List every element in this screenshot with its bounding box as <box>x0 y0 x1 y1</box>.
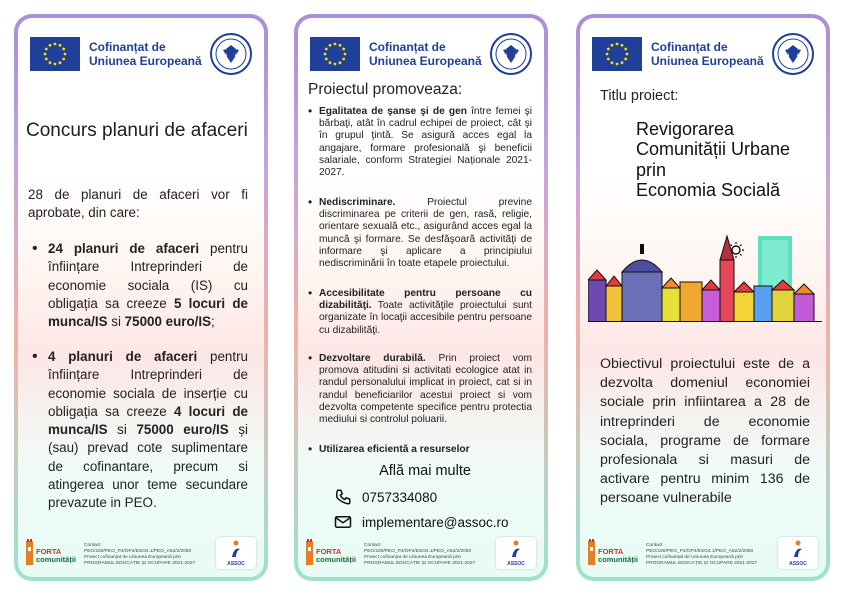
footer-contact-line: Proiect cofinanțat de Uniunea Europeană prin <box>84 555 182 560</box>
project-title <box>636 119 790 200</box>
phone-number: 0757334080 <box>362 489 438 505</box>
text-24-plans-b: si <box>107 314 125 330</box>
header-logos <box>592 34 814 74</box>
project-title-line: Economia Socială <box>636 179 781 200</box>
list-item-accessibility <box>308 288 532 337</box>
text-4-plans-a: pentru înființare Intreprinderi de economie sociala de inserție cu obligația sa creeze <box>48 349 248 419</box>
assoc-logo <box>496 537 536 569</box>
text-4-plans-b: si <box>107 422 137 438</box>
forta-name <box>598 548 638 564</box>
text-accessibility: Toate activităţile proiectului sunt organizate în locaţii accesibile pentru persoane cu dizabilităţi. <box>319 300 532 336</box>
page-title: Concurs planuri de afaceri <box>26 120 248 141</box>
bold-75000-a: 75000 euro/IS <box>124 314 212 330</box>
assoc-figure-icon <box>216 537 256 561</box>
assoc-label: ASSOC <box>227 561 245 567</box>
forta-name <box>36 548 76 564</box>
footer-contact <box>364 543 494 567</box>
footer-contact-line: Contact <box>646 543 663 548</box>
footer-contact-line: PROGRAMUL EDUCAȚIE ȘI OCUPARE 2021-2027 <box>84 561 196 566</box>
header-logos <box>30 34 252 74</box>
city-skyline-illustration <box>588 230 822 322</box>
eu-line1: Cofinanțat de <box>369 40 446 54</box>
forta-line2: comunității <box>598 555 639 564</box>
romanian-government-seal-icon <box>490 33 532 75</box>
footer-contact-line: Proiect cofinanțat de Uniunea Europeană prin <box>646 555 744 560</box>
forta-logo <box>306 537 357 567</box>
forta-name <box>316 548 356 564</box>
eu-flag-icon <box>30 37 80 71</box>
forta-line1: FORTA <box>36 547 62 556</box>
panel-concurs-body <box>18 18 264 577</box>
panel-titlu <box>576 14 830 581</box>
eu-line2: Uniunea Europeană <box>369 54 482 68</box>
list-item-sustainability <box>308 353 532 426</box>
list-item-resources <box>308 444 532 456</box>
email-contact[interactable] <box>334 513 509 531</box>
footer-contact-line: Proiect cofinanțat de Uniunea Europeană prin <box>364 555 462 560</box>
footer-logos <box>588 537 818 569</box>
eu-cofinanced-text <box>369 40 490 68</box>
assoc-label: ASSOC <box>507 561 525 567</box>
panel-titlu-body <box>580 18 826 577</box>
assoc-logo <box>778 537 818 569</box>
footer-contact-line: PEO/160/PEO_P4/OP4/ESO4.1/PEO_A52/2/2050 <box>364 549 472 554</box>
assoc-figure-icon <box>778 537 818 561</box>
text-nondiscrimination: Proiectul previne discriminarea pe criterii de gen, rasă, religie, orientare sexuală etc., asigurând acces egal la muncă şi formare. Se desfăşoară activităţi de informare şi aplicare a principiului nediscriminării în toate etapele proiectului. <box>319 197 532 270</box>
eu-flag-icon <box>310 37 360 71</box>
bold-4-plans: 4 planuri de afaceri <box>48 349 198 364</box>
header-logos <box>310 34 532 74</box>
project-title-line: Revigorarea <box>636 119 735 139</box>
project-title-line: prin <box>636 159 667 180</box>
panel-concurs <box>14 14 268 581</box>
footer-contact-line: Contact <box>84 543 101 548</box>
forta-line1: FORTA <box>316 547 342 556</box>
footer-contact-line: PEO/160/PEO_P4/OP4/ESO4.1/PEO_A52/2/2050 <box>646 549 754 554</box>
forta-line1: FORTA <box>598 547 624 556</box>
footer-contact-line: PEO/160/PEO_P4/OP4/ESO4.1/PEO_A52/2/2050 <box>84 549 192 554</box>
footer-logos <box>306 537 536 569</box>
section-title: Proiectul promoveaza: <box>308 81 463 98</box>
project-title-line: Comunității Urbane <box>636 139 791 160</box>
eu-line2: Uniunea Europeană <box>651 54 764 68</box>
intro-text: 28 de planuri de afaceri vor fi aprobate, din care: <box>28 187 248 221</box>
romanian-government-seal-icon <box>772 33 814 75</box>
bold-nondiscrimination: Nediscriminare. <box>319 197 396 208</box>
footer-logos <box>26 537 256 569</box>
eu-line1: Cofinanțat de <box>651 40 728 54</box>
phone-icon <box>334 488 352 506</box>
text-equality: între femei şi bărbaţi, atât în cadrul echipei de proiect, cât şi în grupul ţintă. Se asigură acces egal la angajare, formare profesională şi beneficii salariale, conform Strategiei Naționale 2021-2027. <box>319 106 532 179</box>
eu-line1: Cofinanțat de <box>89 40 166 54</box>
list-item-4-plans <box>32 348 248 513</box>
footer-contact-line: Contact <box>364 543 381 548</box>
bold-75000-b: 75000 euro/IS <box>136 422 229 438</box>
project-title-label: Titlu proiect: <box>600 88 679 104</box>
footer-contact-line: PROGRAMUL EDUCAȚIE ȘI OCUPARE 2021-2027 <box>364 561 476 566</box>
assoc-logo <box>216 537 256 569</box>
assoc-label: ASSOC <box>789 561 807 567</box>
project-objective: Obiectivul proiectului este de a dezvolta domeniul economiei sociale prin infiintarea a 28 de intreprinderi de economie sociala, programe de formare profesionala si masuri de activare pentru minim 136 de persoane vulnerabile <box>600 356 810 507</box>
bold-5-jobs: 5 locuri de munca/IS <box>48 295 248 330</box>
forta-line2: comunității <box>36 555 77 564</box>
text-24-plans-c: ; <box>211 314 215 330</box>
text-4-plans-c: și (sau) prevad cote suplimentare de cofinantare, precum si atingerea unor teme secundare prevazute in PEO. <box>48 422 248 511</box>
eu-line2: Uniunea Europeană <box>89 54 202 68</box>
list-item-24-plans <box>32 240 248 331</box>
eu-cofinanced-text <box>89 40 210 68</box>
assoc-figure-icon <box>496 537 536 561</box>
bold-4-jobs: 4 locuri de munca/IS <box>48 403 248 438</box>
footer-contact-line: PROGRAMUL EDUCAȚIE ȘI OCUPARE 2021-2027 <box>646 561 758 566</box>
eu-flag-icon <box>592 37 642 71</box>
bold-equality: Egalitatea de şanse şi de gen <box>319 106 467 117</box>
forta-logo <box>26 537 77 567</box>
panel-promoveaza <box>294 14 548 581</box>
text-24-plans-a: pentru înființare Intreprinderi de economie sociala (IS) cu obligația sa creeze <box>48 241 248 311</box>
eu-cofinanced-text <box>651 40 772 68</box>
bold-24-plans: 24 planuri de afaceri <box>48 241 200 256</box>
email-address: implementare@assoc.ro <box>362 514 509 530</box>
panel-promoveaza-body <box>298 18 544 577</box>
list-item-nondiscrimination <box>308 197 532 270</box>
text-sustainability: Prin proiect vom promova atitudini si activitati ecologice atat in randul personalului implicat in proiect, cat si in randul beneficiarilor acestui proiect si vom dezvolta competente specifice pentru protectia mediului si controlul poluarii. <box>319 353 532 426</box>
forta-line2: comunității <box>316 555 357 564</box>
footer-contact <box>84 543 214 567</box>
phone-contact[interactable] <box>334 488 437 506</box>
bold-accessibility: Accesibilitate pentru persoane cu dizabilităţi. <box>319 288 532 312</box>
more-info-title: Află mai multe <box>379 463 471 479</box>
list-item-equality <box>308 106 532 179</box>
bold-resources: Utilizarea eficientă a resurselor <box>319 444 470 455</box>
romanian-government-seal-icon <box>210 33 252 75</box>
bold-sustainability: Dezvoltare durabilă. <box>319 353 426 364</box>
mail-icon <box>334 513 352 531</box>
footer-contact <box>646 543 776 567</box>
forta-logo <box>588 537 639 567</box>
